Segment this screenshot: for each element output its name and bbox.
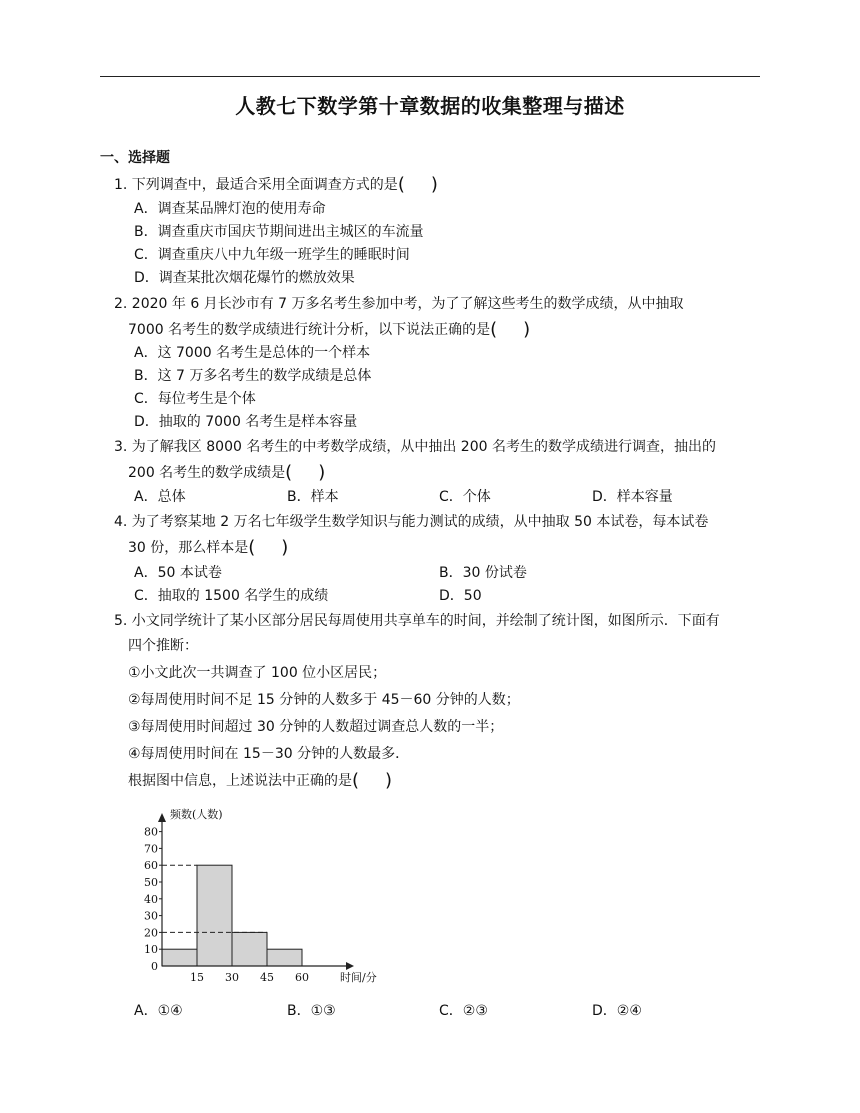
option-text: 调查重庆市国庆节期间进出主城区的车流量 [157,224,424,240]
q3-stem-line2 [128,463,325,483]
q3-stem-line1: 3. 为了解我区 8000 名考生的中考数学成绩，从中抽出 200 名考生的数学成绩进行调查，抽出的 [114,439,716,455]
paren-open: ( [352,770,360,791]
q3-stem-text: 200 名考生的数学成绩是 [128,465,286,481]
q4-stem-line1: 4. 为了考察某地 2 万名七年级学生数学知识与能力测试的成绩，从中抽取 50 本试卷，每本试卷 [114,514,709,530]
q2-stem-line2 [128,320,530,340]
option-label: A． [134,489,158,505]
q3-option-d [592,487,673,507]
q4-option-a [134,563,222,583]
paren-open: ( [490,319,498,340]
x-tick-label-2: 45 [260,971,274,984]
option-label: B． [439,565,463,581]
paren-close: ) [318,462,326,483]
option-label: B． [287,489,311,505]
q1-option-a [134,199,326,219]
top-rule [100,76,760,77]
histogram-bar-0 [162,949,197,966]
q1-option-c [134,245,410,265]
q2-stem-line1: 2. 2020 年 6 月长沙市有 7 万多名考生参加中考，为了了解这些考生的数学成绩，从中抽取 [114,296,684,312]
option-label: D． [592,1003,617,1019]
paren-open: ( [285,462,293,483]
option-label: A． [134,1003,158,1019]
option-label: C． [134,391,158,407]
q5-claim-3: ③每周使用时间超过 30 分钟的人数超过调查总人数的一半； [128,719,504,735]
option-label: D． [134,270,159,286]
q1-option-b [134,222,424,242]
q2-option-c [134,389,256,409]
option-label: D． [134,414,159,430]
q5-option-b [287,1001,336,1021]
option-text: ②③ [462,1003,488,1019]
paren-close: ) [430,174,438,195]
q5-claim-2: ②每周使用时间不足 15 分钟的人数多于 45－60 分钟的人数； [128,692,520,708]
paren-open: ( [397,174,405,195]
y-tick-label-4: 40 [144,892,158,906]
option-text: 个体 [462,489,491,505]
option-text: ②④ [616,1003,642,1019]
option-label: A． [134,565,158,581]
x-tick-label-1: 30 [225,971,239,984]
y-tick-label-2: 20 [144,926,158,940]
q4-option-d [439,586,482,606]
option-text: 30 份试卷 [462,565,527,581]
option-text: 总体 [157,489,186,505]
option-text: 样本 [310,489,339,505]
q3-option-b [287,487,339,507]
q1-stem-text: 1. 下列调查中，最适合采用全面调查方式的是 [114,177,398,193]
q5-option-d [592,1001,642,1021]
q1-stem [114,175,438,195]
option-text: 50 本试卷 [157,565,222,581]
option-text: 这 7000 名考生是总体的一个样本 [157,345,371,361]
histogram-bar-1 [197,865,232,966]
q2-option-a [134,343,370,363]
paren-close: ) [281,537,289,558]
y-tick-label-6: 60 [144,859,158,873]
option-label: D． [592,489,617,505]
q4-option-c [134,586,328,606]
q5-stem-line2: 四个推断： [128,638,198,654]
option-label: B． [134,368,158,384]
option-text: 这 7 万多名考生的数学成绩是总体 [157,368,372,384]
q5-claim-1: ①小文此次一共调查了 100 位小区居民； [128,665,387,681]
option-label: B． [287,1003,311,1019]
q5-question [128,771,392,791]
y-tick-label-5: 50 [144,876,158,889]
q4-stem-text: 30 份，那么样本是 [128,540,249,556]
q4-stem-line2 [128,538,288,558]
option-label: C． [439,489,463,505]
q2-stem-text: 7000 名考生的数学成绩进行统计分析，以下说法正确的是 [128,322,491,338]
section-heading: 一、选择题 [100,150,170,166]
q3-option-c [439,487,491,507]
option-label: C． [439,1003,463,1019]
x-tick-label-3: 60 [295,971,309,984]
x-tick-label-0: 15 [190,971,204,984]
y-tick-label-7: 70 [144,842,158,856]
x-axis-arrow [346,962,354,970]
y-tick-label-8: 80 [144,825,158,839]
q5-stem-line1: 5. 小文同学统计了某小区部分居民每周使用共享单车的时间，并绘制了统计图，如图所示．下面有 [114,613,720,629]
option-text: 样本容量 [616,489,673,505]
q5-option-a [134,1001,183,1021]
q5-question-text: 根据图中信息，上述说法中正确的是 [128,773,352,789]
q5-claim-4: ④每周使用时间在 15－30 分钟的人数最多． [128,746,410,762]
histogram-bar-3 [267,949,302,966]
option-label: C． [134,247,158,263]
paren-close: ) [523,319,531,340]
y-tick-label-3: 30 [144,909,158,923]
option-text: ①④ [157,1003,183,1019]
q4-option-b [439,563,527,583]
option-text: 调查某品牌灯泡的使用寿命 [157,201,326,217]
option-text: 50 [463,588,482,604]
x-axis-title: 时间/分 [340,971,377,984]
q1-option-d [134,268,355,288]
y-tick-label-1: 10 [144,943,158,957]
q3-option-a [134,487,186,507]
option-label: D． [439,588,464,604]
option-text: ①③ [310,1003,336,1019]
frequency-histogram [140,804,400,984]
option-label: A． [134,345,158,361]
option-label: C． [134,588,158,604]
page-title: 人教七下数学第十章数据的收集整理与描述 [235,94,625,118]
option-text: 调查某批次烟花爆竹的燃放效果 [158,270,355,286]
q2-option-d [134,412,357,432]
y-axis-title: 频数(人数) [170,808,223,821]
paren-open: ( [248,537,256,558]
q5-option-c [439,1001,488,1021]
option-text: 抽取的 1500 名学生的成绩 [157,588,329,604]
option-label: B． [134,224,158,240]
paren-close: ) [385,770,393,791]
option-text: 抽取的 7000 名考生是样本容量 [158,414,358,430]
option-text: 每位考生是个体 [157,391,256,407]
histogram-bar-2 [232,932,267,966]
y-axis-arrow [158,813,166,822]
q2-option-b [134,366,371,386]
option-label: A． [134,201,158,217]
y-tick-label-0: 0 [151,960,158,973]
option-text: 调查重庆八中九年级一班学生的睡眠时间 [157,247,410,263]
